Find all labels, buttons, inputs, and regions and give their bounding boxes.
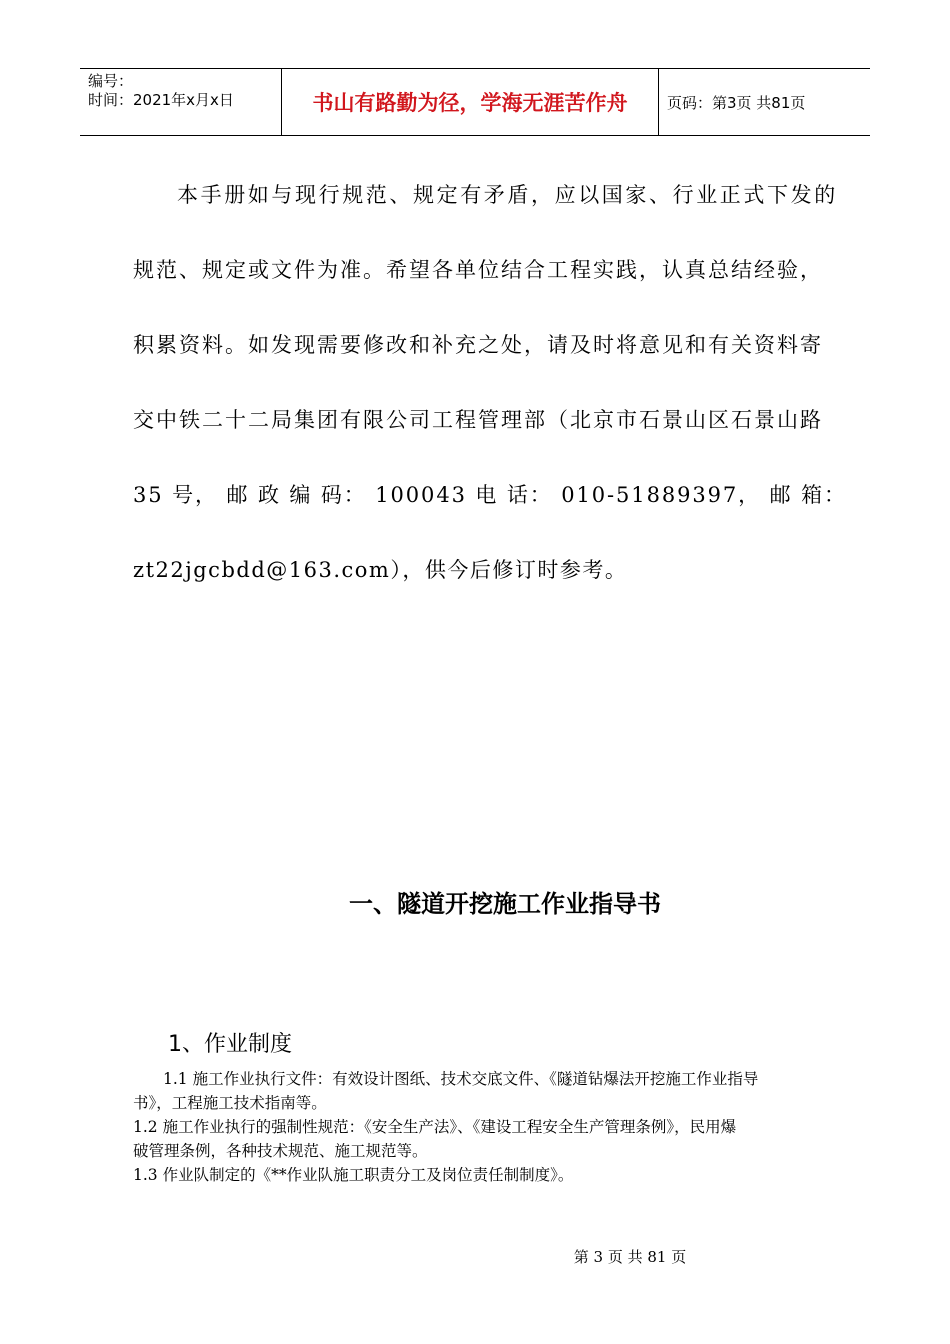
paragraph-line: 交中铁二十二局集团有限公司工程管理部（北京市石景山区石景山路 [133, 408, 823, 432]
page-header [80, 68, 870, 136]
list-item: 1.3 作业队制定的《**作业队施工职责分工及岗位责任制制度》。 [133, 1166, 574, 1184]
header-page-info: 页码：第3页 共81页 [667, 93, 806, 112]
document-date: 时间：2021年x月x日 [88, 91, 234, 109]
page-footer: 第 3 页 共 81 页 [573, 1248, 687, 1266]
document-number: 编号： [88, 72, 134, 90]
paragraph-line: 本手册如与现行规范、规定有矛盾，应以国家、行业正式下发的 [177, 183, 838, 207]
header-motto: 书山有路勤为径，学海无涯苦作舟 [282, 69, 659, 135]
paragraph-line: 35 号， 邮 政 编 码： 100043 电 话： 010-51889397， 邮 箱： [133, 483, 847, 507]
subsection-title: 1、作业制度 [168, 1032, 292, 1057]
list-item: 破管理条例，各种技术规范、施工规范等。 [133, 1142, 428, 1160]
header-meta [80, 69, 282, 135]
paragraph-line: 规范、规定或文件为准。希望各单位结合工程实践，认真总结经验， [133, 258, 823, 282]
list-item: 书》，工程施工技术指南等。 [133, 1094, 327, 1112]
list-item: 1.2 施工作业执行的强制性规范：《安全生产法》、《建设工程安全生产管理条例》，民用爆 [133, 1118, 737, 1136]
paragraph-line: 积累资料。如发现需要修改和补充之处，请及时将意见和有关资料寄 [133, 333, 823, 357]
section-title: 一、隧道开挖施工作业指导书 [349, 890, 661, 918]
paragraph-line: zt22jgcbdd@163.com），供今后修订时参考。 [133, 558, 628, 582]
list-item: 1.1 施工作业执行文件：有效设计图纸、技术交底文件、《隧道钻爆法开挖施工作业指导 [163, 1070, 759, 1088]
